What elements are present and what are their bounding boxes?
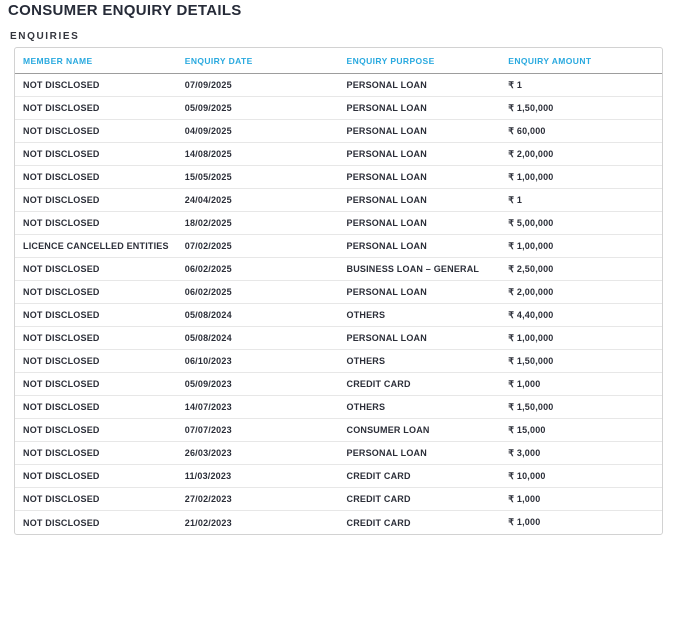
cell-enquiry-date: 11/03/2023 — [184, 471, 232, 481]
cell-enquiry-date: 06/02/2025 — [184, 264, 232, 274]
cell-member-name: NOT DISCLOSED — [23, 80, 100, 90]
cell-member-name: NOT DISCLOSED — [23, 379, 100, 389]
cell-enquiry-amount: ₹ 1,50,000 — [508, 401, 554, 412]
table-row — [15, 235, 662, 258]
cell-member-name: NOT DISCLOSED — [23, 126, 100, 136]
cell-enquiry-purpose: CONSUMER LOAN — [346, 425, 430, 435]
cell-enquiry-amount: ₹ 1 — [508, 194, 523, 205]
cell-enquiry-amount: ₹ 1,00,000 — [508, 240, 554, 251]
table-row — [15, 281, 662, 304]
cell-enquiry-purpose: PERSONAL LOAN — [346, 172, 427, 182]
cell-member-name: NOT DISCLOSED — [23, 218, 100, 228]
table-row — [15, 488, 662, 511]
cell-enquiry-amount: ₹ 60,000 — [508, 125, 546, 136]
cell-enquiry-amount: ₹ 1,000 — [508, 517, 541, 527]
cell-enquiry-amount: ₹ 2,00,000 — [508, 148, 554, 159]
enquiries-table — [14, 47, 663, 535]
cell-enquiry-date: 06/10/2023 — [184, 356, 232, 366]
cell-enquiry-purpose: BUSINESS LOAN – GENERAL — [346, 264, 480, 274]
cell-enquiry-amount: ₹ 1 — [508, 79, 523, 90]
cell-enquiry-purpose: PERSONAL LOAN — [346, 126, 427, 136]
cell-member-name: NOT DISCLOSED — [23, 172, 100, 182]
table-row — [15, 97, 662, 120]
cell-member-name: NOT DISCLOSED — [23, 195, 100, 205]
cell-enquiry-purpose: OTHERS — [346, 402, 386, 412]
cell-member-name: NOT DISCLOSED — [23, 103, 100, 113]
enquiries-section-label: ENQUIRIES — [10, 31, 80, 42]
cell-enquiry-amount: ₹ 2,50,000 — [508, 263, 554, 274]
column-header-enquiry-purpose: ENQUIRY PURPOSE — [346, 55, 435, 66]
cell-enquiry-date: 05/08/2024 — [184, 333, 232, 343]
cell-enquiry-amount: ₹ 4,40,000 — [508, 309, 554, 320]
cell-enquiry-date: 06/02/2025 — [184, 287, 232, 297]
cell-enquiry-amount: ₹ 2,00,000 — [508, 286, 554, 297]
cell-enquiry-purpose: PERSONAL LOAN — [346, 448, 427, 458]
table-row — [15, 511, 662, 534]
column-header-enquiry-date: ENQUIRY DATE — [184, 55, 253, 66]
cell-member-name: NOT DISCLOSED — [23, 149, 100, 159]
table-row — [15, 442, 662, 465]
cell-enquiry-date: 05/09/2025 — [184, 103, 232, 113]
table-header-row — [15, 48, 662, 74]
cell-enquiry-purpose: PERSONAL LOAN — [346, 103, 427, 113]
table-row — [15, 189, 662, 212]
table-body — [15, 74, 662, 534]
cell-member-name: NOT DISCLOSED — [23, 448, 100, 458]
table-row — [15, 143, 662, 166]
cell-enquiry-purpose: PERSONAL LOAN — [346, 80, 427, 90]
cell-member-name: NOT DISCLOSED — [23, 471, 100, 481]
table-row — [15, 350, 662, 373]
cell-member-name: NOT DISCLOSED — [23, 402, 100, 412]
cell-enquiry-date: 27/02/2023 — [184, 494, 232, 504]
cell-enquiry-amount: ₹ 1,000 — [508, 493, 541, 504]
cell-member-name: NOT DISCLOSED — [23, 517, 100, 528]
cell-member-name: NOT DISCLOSED — [23, 310, 100, 320]
cell-enquiry-amount: ₹ 1,50,000 — [508, 102, 554, 113]
column-header-enquiry-amount: ENQUIRY AMOUNT — [508, 55, 592, 66]
cell-enquiry-date: 05/08/2024 — [184, 310, 232, 320]
cell-enquiry-amount: ₹ 1,00,000 — [508, 332, 554, 343]
page-title: CONSUMER ENQUIRY DETAILS — [8, 2, 242, 19]
column-header-member-name: MEMBER NAME — [23, 55, 93, 66]
cell-enquiry-date: 26/03/2023 — [184, 448, 232, 458]
cell-enquiry-date: 04/09/2025 — [184, 126, 232, 136]
cell-enquiry-purpose: CREDIT CARD — [346, 379, 411, 389]
cell-enquiry-amount: ₹ 3,000 — [508, 447, 541, 458]
cell-enquiry-date: 24/04/2025 — [184, 195, 232, 205]
table-row — [15, 465, 662, 488]
cell-enquiry-amount: ₹ 1,50,000 — [508, 355, 554, 366]
table-row — [15, 396, 662, 419]
cell-member-name: LICENCE CANCELLED ENTITIES — [23, 241, 169, 251]
cell-enquiry-purpose: CREDIT CARD — [346, 517, 411, 528]
table-row — [15, 327, 662, 350]
table-row — [15, 304, 662, 327]
cell-enquiry-purpose: CREDIT CARD — [346, 494, 411, 504]
cell-member-name: NOT DISCLOSED — [23, 425, 100, 435]
cell-enquiry-date: 05/09/2023 — [184, 379, 232, 389]
cell-enquiry-amount: ₹ 5,00,000 — [508, 217, 554, 228]
cell-enquiry-purpose: PERSONAL LOAN — [346, 333, 427, 343]
cell-enquiry-purpose: OTHERS — [346, 310, 386, 320]
table-row — [15, 166, 662, 189]
cell-enquiry-date: 14/07/2023 — [184, 402, 232, 412]
cell-enquiry-purpose: CREDIT CARD — [346, 471, 411, 481]
cell-enquiry-date: 18/02/2025 — [184, 218, 232, 228]
cell-enquiry-date: 21/02/2023 — [184, 517, 232, 528]
cell-member-name: NOT DISCLOSED — [23, 333, 100, 343]
cell-enquiry-date: 07/02/2025 — [184, 241, 232, 251]
cell-enquiry-amount: ₹ 15,000 — [508, 424, 546, 435]
cell-enquiry-amount: ₹ 1,00,000 — [508, 171, 554, 182]
cell-enquiry-date: 14/08/2025 — [184, 149, 232, 159]
cell-enquiry-purpose: PERSONAL LOAN — [346, 149, 427, 159]
table-row — [15, 74, 662, 97]
cell-enquiry-date: 15/05/2025 — [184, 172, 232, 182]
cell-enquiry-amount: ₹ 1,000 — [508, 378, 541, 389]
table-row — [15, 373, 662, 396]
cell-enquiry-amount: ₹ 10,000 — [508, 470, 546, 481]
table-row — [15, 120, 662, 143]
cell-member-name: NOT DISCLOSED — [23, 356, 100, 366]
cell-enquiry-purpose: PERSONAL LOAN — [346, 287, 427, 297]
cell-enquiry-purpose: PERSONAL LOAN — [346, 241, 427, 251]
cell-enquiry-date: 07/07/2023 — [184, 425, 232, 435]
cell-member-name: NOT DISCLOSED — [23, 264, 100, 274]
cell-enquiry-purpose: PERSONAL LOAN — [346, 195, 427, 205]
cell-member-name: NOT DISCLOSED — [23, 494, 100, 504]
table-row — [15, 258, 662, 281]
cell-enquiry-purpose: PERSONAL LOAN — [346, 218, 427, 228]
cell-enquiry-purpose: OTHERS — [346, 356, 386, 366]
table-row — [15, 212, 662, 235]
cell-member-name: NOT DISCLOSED — [23, 287, 100, 297]
table-row — [15, 419, 662, 442]
cell-enquiry-date: 07/09/2025 — [184, 80, 232, 90]
